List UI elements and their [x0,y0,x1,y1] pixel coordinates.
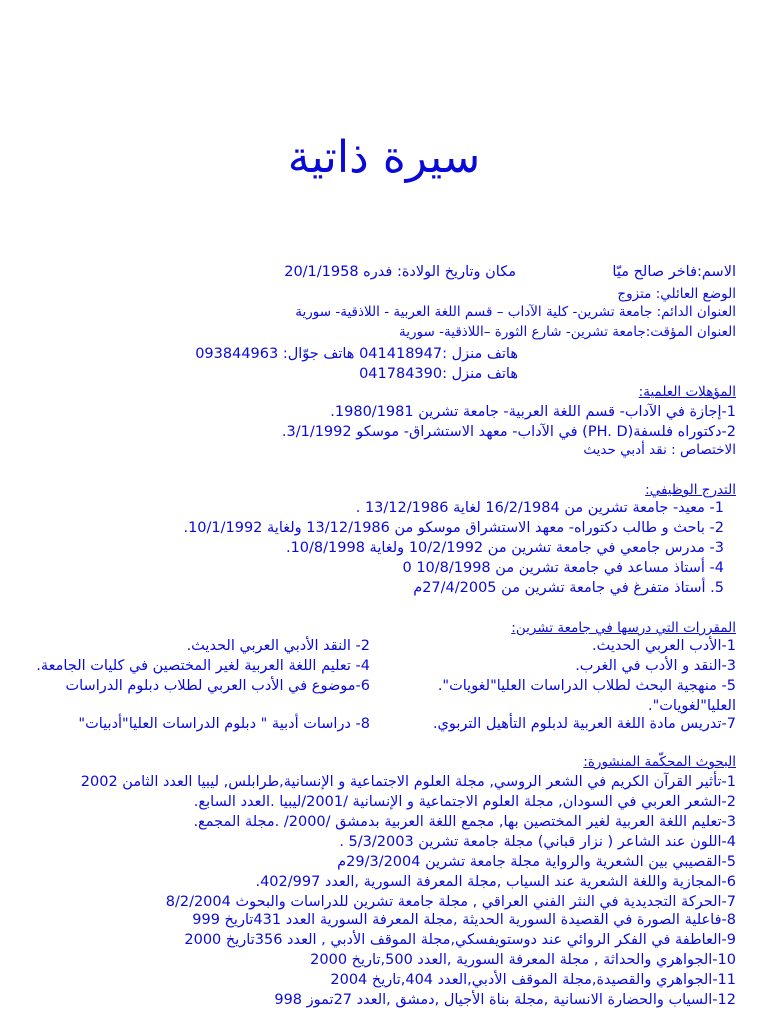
course-item: العليا"لغويات". [648,698,736,714]
name-field: الاسم:فاخر صالح ميّا [612,264,736,280]
research-item: 7-الحركة التجديدية في النثر الفني العراقي , مجلة جامعة تشرين للدراسات والبحوث 8/2/2004 [165,894,736,910]
qualifications-heading: المؤهلات العلمية: [638,384,736,400]
research-item: 2-الشعر العربي في السودان, مجلة العلوم الاجتماعية و الإنسانية /2001/ليبيا .العدد السابع. [193,794,736,810]
temporary-address: العنوان المؤقت:جامعة تشرين- شارع الثورة –اللاذقية- سورية [399,324,736,340]
career-item: 3- مدرس جامعي في جامعة تشرين من 10/2/1992 ولغاية 10/8/1998. [285,540,724,556]
specialization: الاختصاص : نقد أدبي حديث [583,442,736,458]
phones-line-2: هاتف منزل :041784390 [359,366,518,382]
career-heading: التدرج الوظيفي: [645,482,736,498]
qualification-item: 2-دكتوراه فلسفة(PH. D) في الآداب- معهد الاستشراق- موسكو 3/1/1992. [281,424,736,440]
research-heading: البحوث المحكّمة المنشورة: [583,754,736,770]
birth-field: مكان وتاريخ الولادة: فدره 20/1/1958 [284,264,516,280]
course-item: 7-تدريس مادة اللغة العربية لدبلوم التأهيل التربوي. [432,716,736,732]
page-title: سيرة ذاتية [287,132,481,183]
permanent-address: العنوان الدائم: جامعة تشرين- كلية الآداب – قسم اللغة العربية - اللاذقية- سورية [295,304,736,320]
course-item: 6-موضوع في الأدب العربي لطلاب دبلوم الدراسات [65,678,370,694]
qualification-item: 1-إجازة في الآداب- قسم اللغة العربية- جامعة تشرين 1980/1981. [330,404,736,420]
research-item: 12-السياب والحضارة الانسانية ,مجلة بناة الأجيال ,دمشق ,العدد 27تموز 998 [274,992,736,1008]
research-item: 1-تأثير القرآن الكريم في الشعر الروسي, مجلة العلوم الاجتماعية و الإنسانية,طرابلس, ليبيا العدد الثامن 2002 [80,774,736,790]
course-item: 3-النقد و الأدب في الغرب. [575,658,736,674]
course-item: 8- دراسات أدبية " دبلوم الدراسات العليا"أدبيات" [78,716,370,732]
research-item: 9-العاطفة في الفكر الروائي عند دوستويفسكي,مجلة الموقف الأدبي , العدد 356تاريخ 2000 [184,932,736,948]
marital-status: الوضع العائلي: متزوج [617,286,736,302]
research-item: 4-اللون عند الشاعر ( نزار قباني) مجلة جامعة تشرين 5/3/2003 . [339,834,736,850]
phones-line-1: هاتف منزل :041418947 هاتف جوّال: 093844963 [195,346,518,362]
course-item: 5- منهجية البحث لطلاب الدراسات العليا"لغويات". [437,678,736,694]
course-item: 1-الأدب العربي الحديث. [592,638,736,654]
research-item: 6-المجازية واللغة الشعرية عند السياب ,مجلة المعرفة السورية ,العدد 402/997. [255,874,736,890]
research-item: 3-تعليم اللغة العربية لغير المختصين بها, مجمع اللغة العربية بدمشق /2000/ .مجلة المجمع. [193,814,736,830]
courses-heading: المقررات التي درسها في جامعة تشرين: [511,620,736,636]
career-item: 4- أستاذ مساعد في جامعة تشرين من 10/8/1998 0 [402,560,724,576]
career-item: 2- باحث و طالب دكتوراه- معهد الاستشراق موسكو من 13/12/1986 ولغاية 10/1/1992. [183,520,724,536]
course-item: 4- تعليم اللغة العربية لغير المختصين في كليات الجامعة. [36,658,370,674]
research-item: 11-الجواهري والقصيدة,مجلة الموقف الأدبي,العدد 404,تاريخ 2004 [330,972,736,988]
course-item: 2- النقد الأدبي العربي الحديث. [186,638,370,654]
career-item: 5. أستاذ متفرغ في جامعة تشرين من 27/4/2005م [413,580,724,596]
research-item: 5-القصيبي بين الشعرية والرواية مجلة جامعة تشرين 29/3/2004م [337,854,736,870]
research-item: 8-فاعلية الصورة في القصيدة السورية الحديثة ,مجلة المعرفة السورية العدد 431تاريخ 999 [192,912,736,928]
career-item: 1- معيد- جامعة تشرين من 16/2/1984 لغاية 13/12/1986 . [355,500,724,516]
research-item: 10-الجواهري والحداثة , مجلة المعرفة السورية ,العدد 500,تاريخ 2000 [310,952,736,968]
